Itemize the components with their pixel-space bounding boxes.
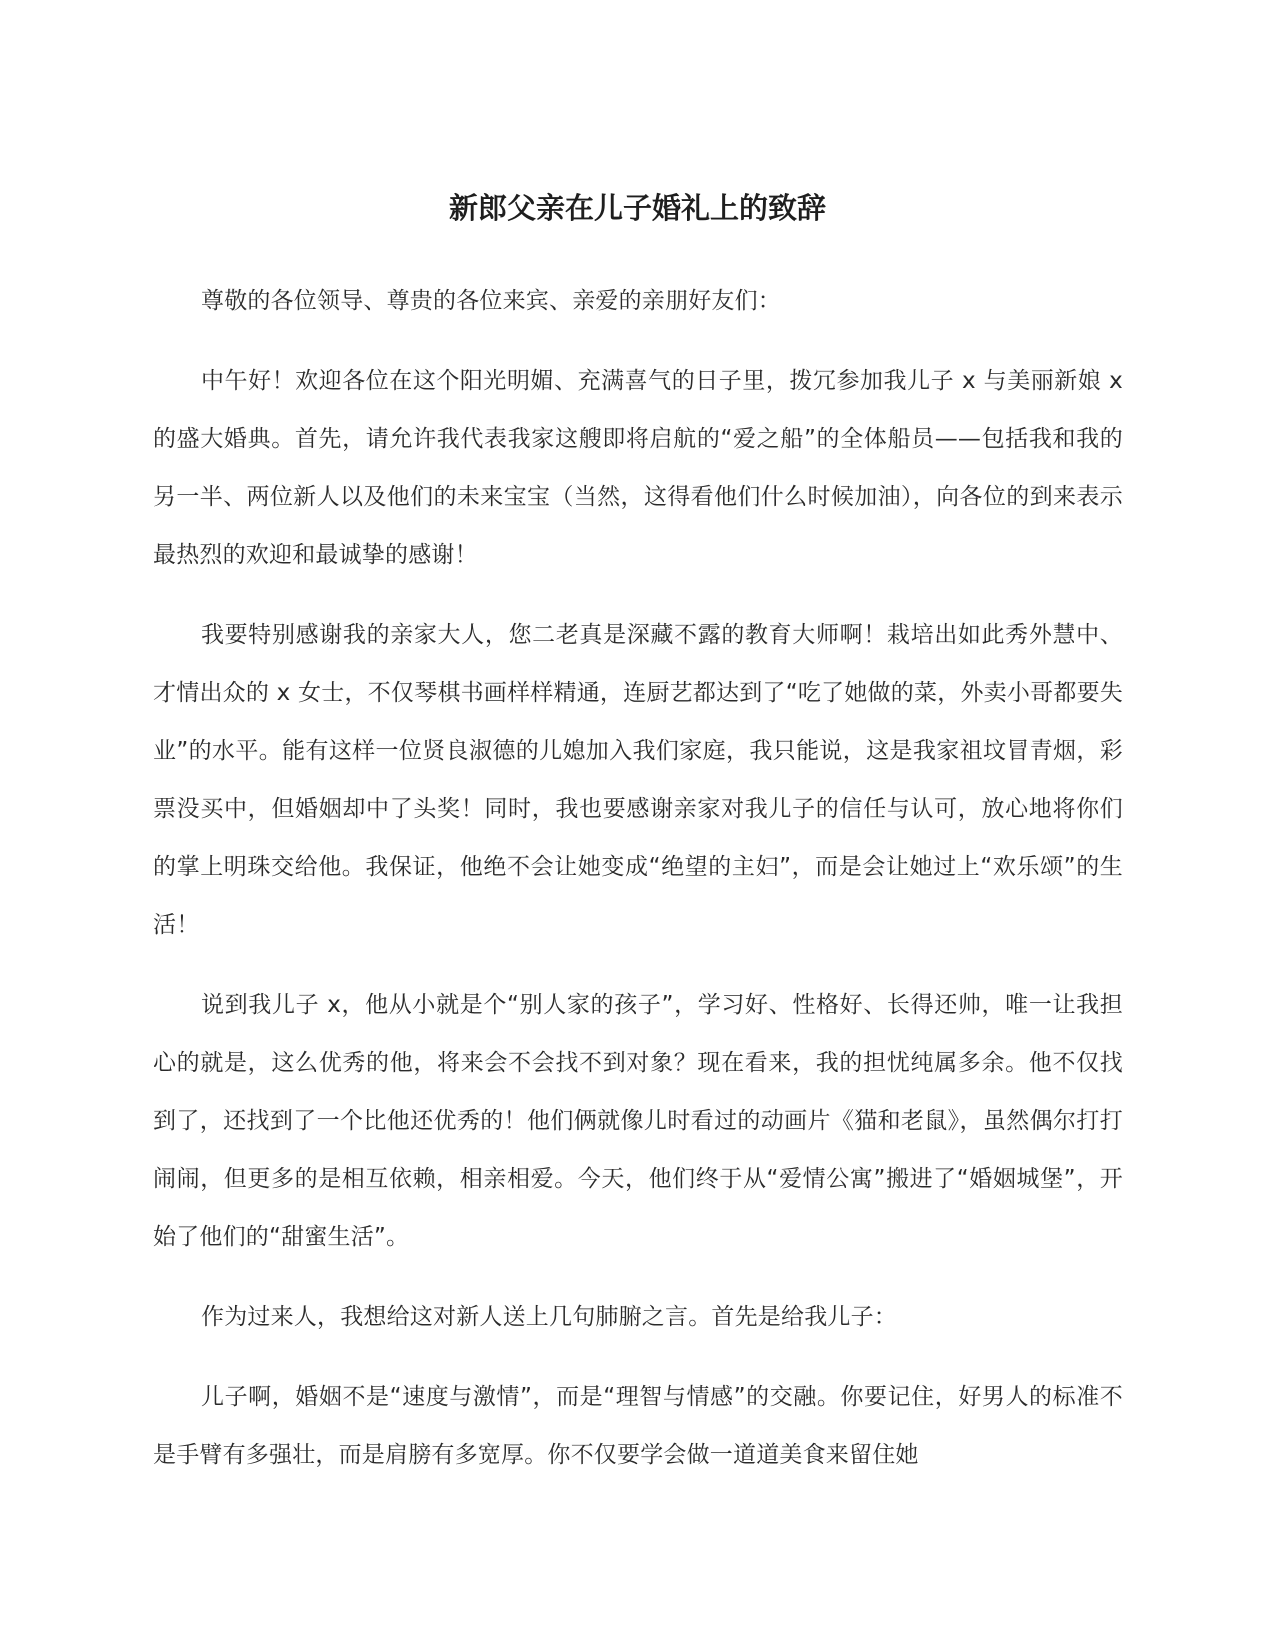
paragraph-greeting: 中午好！欢迎各位在这个阳光明媚、充满喜气的日子里，拨冗参加我儿子 x 与美丽新娘 x 的盛大婚典。首先，请允许我代表我家这艘即将启航的“爱之船”的全体船员——包括我和我的另一半、两位新人以及他们的未来宝宝（当然，这得看他们什么时候加油），向各位的到来表示最热烈的欢迎和最诚挚的感谢！ [153, 368, 1123, 568]
document-body [153, 272, 1123, 1506]
paragraph-about-son: 说到我儿子 x，他从小就是个“别人家的孩子”，学习好、性格好、长得还帅，唯一让我担心的就是，这么优秀的他，将来会不会找不到对象？现在看来，我的担忧纯属多余。他不仅找到了，还找到了一个比他还优秀的！他们俩就像儿时看过的动画片《猫和老鼠》，虽然偶尔打打闹闹，但更多的是相互依赖，相亲相爱。今天，他们终于从“爱情公寓”搬进了“婚姻城堡”，开始了他们的“甜蜜生活”。 [153, 992, 1123, 1250]
paragraph-advice-intro: 作为过来人，我想给这对新人送上几句肺腑之言。首先是给我儿子： [201, 1304, 897, 1330]
paragraph-thanks-in-laws: 我要特别感谢我的亲家大人，您二老真是深藏不露的教育大师啊！栽培出如此秀外慧中、才情出众的 x 女士，不仅琴棋书画样样精通，连厨艺都达到了“吃了她做的菜，外卖小哥都要失业”的水平。能有这样一位贤良淑德的儿媳加入我们家庭，我只能说，这是我家祖坟冒青烟，彩票没买中，但婚姻却中了头奖！同时，我也要感谢亲家对我儿子的信任与认可，放心地将你们的掌上明珠交给他。我保证，他绝不会让她变成“绝望的主妇”，而是会让她过上“欢乐颂”的生活！ [153, 622, 1123, 938]
document-title: 新郎父亲在儿子婚礼上的致辞 [448, 191, 826, 225]
paragraph-salutation: 尊敬的各位领导、尊贵的各位来宾、亲爱的亲朋好友们： [201, 288, 781, 314]
paragraph-advice-son: 儿子啊，婚姻不是“速度与激情”，而是“理智与情感”的交融。你要记住，好男人的标准不是手臂有多强壮，而是肩膀有多宽厚。你不仅要学会做一道道美食来留住她 [153, 1384, 1123, 1468]
